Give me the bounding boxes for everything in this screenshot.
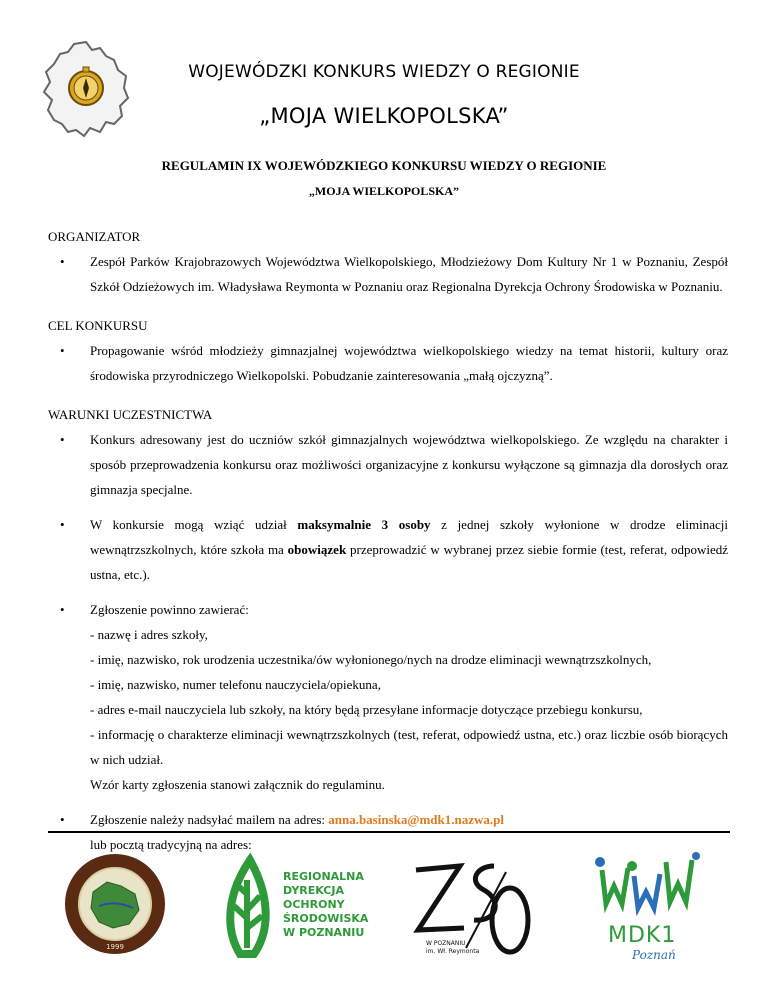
warunki-item-2-part-e: przeprowadzić w wybranej przez siebie formie (test, referat, odpowiedź ustna, etc.). (90, 542, 728, 582)
zso-caption (426, 940, 479, 956)
section-heading-cel: CEL KONKURSU (48, 318, 148, 333)
warunki-list (48, 427, 728, 857)
organizator-list (48, 249, 728, 299)
zgloszenie-line: - adres e-mail nauczyciela lub szkoły, na który będą przesyłane informacje dotyczące przebiegu konkursu, (90, 702, 643, 717)
zso-logo (410, 860, 540, 965)
warunki-item-2-part-c: z jednej szkoły wyłonione w drodze eliminacji wewnątrzszkolnych, które szkoła ma (90, 517, 728, 557)
zpk-logo (63, 852, 167, 961)
warunki-item-2 (48, 512, 728, 587)
zgloszenie-line: - imię, nazwisko, numer telefonu nauczyciela/opiekuna, (90, 677, 381, 692)
partner-logos (0, 848, 768, 968)
section-heading-organizator: ORGANIZATOR (48, 229, 141, 244)
footer-divider (48, 831, 730, 833)
warunki-item-1: • Konkurs adresowany jest do uczniów szkół gimnazjalnych województwa wielkopolskiego. Ze względu na charakter i sposób przeprowadzenia konkursu oraz możliwości organizacyjne z konkursu wyłączone są gimnazja dla dorosłych oraz gimnazja specjalne. (48, 427, 728, 502)
cel-item: • Propagowanie wśród młodzieży gimnazjalnej województwa wielkopolskiego wiedzy na temat historii, kultury oraz środowiska przyrodniczego Wielkopolski. Pobudzanie zainteresowania „małą ojczyzną”. (48, 338, 728, 388)
zso-caption-line: W POZNANIU (426, 940, 466, 947)
cel-list (48, 338, 728, 388)
header-title: WOJEWÓDZKI KONKURS WIEDZY O REGIONIE (188, 62, 580, 82)
rdos-line: REGIONALNA (283, 870, 364, 883)
organizator-item: • Zespół Parków Krajobrazowych Województwa Wielkopolskiego, Młodzieżowy Dom Kultury Nr 1 w Poznaniu, Zespół Szkół Odzieżowych im. Władysława Reymonta w Poznaniu oraz Regionalna Dyrekcja Ochrony Środowiska w Poznaniu. (48, 249, 728, 299)
regulamin-body (48, 224, 728, 857)
rdos-line: W POZNANIU (283, 926, 365, 939)
zgloszenie-note: Wzór karty zgłoszenia stanowi załącznik do regulaminu. (90, 777, 385, 792)
max-participants-emphasis: maksymalnie 3 osoby (297, 517, 431, 532)
rdos-line: ŚRODOWISKA (283, 912, 369, 925)
rdos-line: DYREKCJA (283, 884, 344, 897)
zgloszenie-intro: • Zgłoszenie powinno zawierać: (90, 602, 249, 617)
regulamin-title: REGULAMIN IX WOJEWÓDZKIEGO KONKURSU WIEDZY O REGIONIE (161, 158, 607, 173)
warunki-item-2-part-a: W konkursie mogą wziąć udział (90, 517, 298, 532)
obligation-emphasis: obowiązek (287, 542, 347, 557)
zpk-year: 1999 (106, 943, 124, 951)
rdos-logo-text (283, 870, 368, 940)
contact-email-link[interactable]: anna.basinska@mdk1.nazwa.pl (328, 812, 504, 827)
mdk1-logo (592, 852, 712, 962)
zgloszenie-line: - nazwę i adres szkoły, (90, 627, 208, 642)
mdk1-label: MDK1 (608, 923, 677, 948)
header-subtitle: „MOJA WIELKOPOLSKA” (259, 104, 509, 128)
warunki-item-3 (48, 597, 728, 797)
mdk1-city: Poznań (632, 948, 676, 962)
section-heading-warunki: WARUNKI UCZESTNICTWA (48, 407, 213, 422)
warunki-item-4-text: Zgłoszenie należy nadsyłać mailem na adres: (90, 812, 329, 827)
zgloszenie-line: - imię, nazwisko, rok urodzenia uczestnika/ów wyłonionego/nych na drodze eliminacji wewnątrzszkolnych, (90, 652, 652, 667)
warunki-item-4-post: lub pocztą tradycyjną na adres: (90, 837, 252, 852)
regulamin-subtitle: „MOJA WIELKOPOLSKA” (308, 184, 460, 198)
zgloszenie-line: - informację o charakterze eliminacji wewnątrzszkolnych (test, referat, odpowiedź ustna, etc.) oraz liczbie osób biorących w nich udział. (90, 727, 728, 767)
rdos-line: OCHRONY (283, 898, 345, 911)
zso-caption-line: im. Wł. Reymonta (426, 948, 480, 955)
